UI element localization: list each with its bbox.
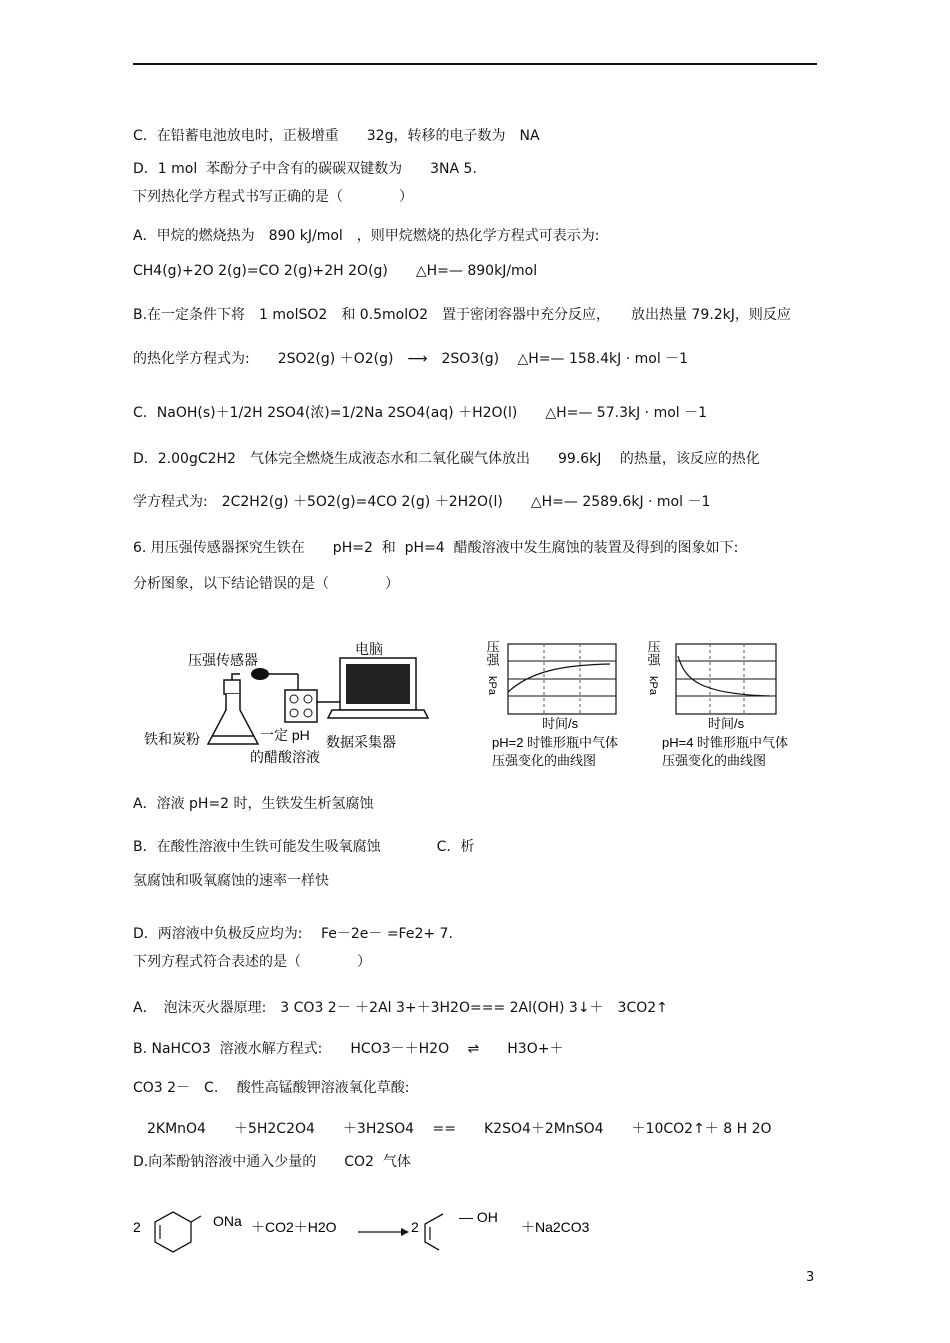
equation-line: 学方程式为: 2C2H2(g) ＋5O2(g)=4CO 2(g) ＋2H2O(l) △H=— 2589.6kJ · mol －1	[133, 494, 711, 510]
question-5-stem: 下列热化学方程式书写正确的是（ ）	[133, 189, 413, 205]
laptop-display	[346, 664, 410, 704]
chart2-caption: pH=4 时锥形瓶中气体	[662, 735, 789, 750]
flask-stopper	[224, 680, 240, 694]
equation-line: CH4(g)+2O 2(g)=CO 2(g)+2H 2O(g) △H=— 890kJ/mol	[133, 263, 538, 279]
iron-label: 铁和炭粉	[144, 731, 200, 747]
page-number: 3	[806, 1270, 815, 1285]
question-7-stem: 下列方程式符合表述的是（ ）	[133, 954, 371, 970]
coefficient: 2	[133, 1219, 141, 1235]
arrow-head-icon	[401, 1228, 409, 1236]
text-line: D．2.00gC2H2 气体完全燃烧生成液态水和二氧化碳气体放出 99.6kJ 的热量，该反应的热化	[133, 451, 760, 467]
sensor-label: 压强传感器	[188, 652, 258, 668]
header-rule	[133, 63, 817, 65]
equation-line: A． 泡沫灭火器原理: 3 CO3 2－ ＋2Al 3+＋3H2O=== 2Al(OH) 3↓＋ 3CO2↑	[133, 1000, 668, 1016]
products: ＋Na2CO3	[521, 1219, 590, 1235]
coefficient: 2	[411, 1219, 419, 1235]
option-b: B．在酸性溶液中生铁可能发生吸氧腐蚀 C．析	[133, 839, 475, 855]
text-line: D.向苯酚钠溶液中通入少量的 CO2 气体	[133, 1154, 411, 1170]
data-collector	[285, 690, 317, 722]
chart1-xlabel: 时间/s	[542, 716, 579, 731]
bond-line	[191, 1216, 201, 1222]
benzene-ring-icon	[425, 1214, 443, 1250]
chart1-caption-2: 压强变化的曲线图	[492, 753, 597, 768]
chart2-yunit: kPa	[647, 676, 659, 695]
text-line: A．甲烷的燃烧热为 890 kJ/mol ，则甲烷燃烧的热化学方程式可表示为:	[133, 228, 600, 244]
equation-line: CO3 2－ C. 酸性高锰酸钾溶液氧化草酸:	[133, 1080, 410, 1096]
chart1-yunit: kPa	[486, 676, 498, 695]
solution-label-2: 的醋酸溶液	[250, 749, 320, 765]
equation-line: B. NaHCO3 溶液水解方程式: HCO3－＋H2O ⇌ H3O+＋	[133, 1041, 564, 1057]
reactants: ＋CO2＋H2O	[251, 1219, 337, 1235]
question-6-stem: 6. 用压强传感器探究生铁在 pH=2 和 pH=4 醋酸溶液中发生腐蚀的装置及得到的图象如下:	[133, 540, 739, 556]
text-line: D．1 mol 苯酚分子中含有的碳碳双键数为 3NA 5.	[133, 161, 477, 177]
option-a: A．溶液 pH=2 时，生铁发生析氢腐蚀	[133, 796, 374, 812]
collector-label: 数据采集器	[326, 734, 396, 750]
chart1-caption: pH=2 时锥形瓶中气体	[492, 735, 619, 750]
text-line: 氢腐蚀和吸氧腐蚀的速率一样快	[133, 873, 329, 889]
option-d: D．两溶液中负极反应均为: Fe－2e－ =Fe2+ 7.	[133, 926, 453, 942]
equation-line: C．NaOH(s)＋1/2H 2SO4(浓)=1/2Na 2SO4(aq) ＋H2O(l) △H=— 57.3kJ · mol －1	[133, 405, 708, 421]
experiment-figure	[140, 632, 820, 782]
text-line: C．在铅蓄电池放电时，正极增重 32g，转移的电子数为 NA	[133, 128, 540, 144]
chart2-caption-2: 压强变化的曲线图	[662, 753, 767, 768]
equation-line: 的热化学方程式为: 2SO2(g) ＋O2(g) ⟶ 2SO3(g) △H=— 158.4kJ · mol －1	[133, 351, 689, 367]
phenol-reaction	[133, 1200, 753, 1260]
chart1-ylabel: 压强	[484, 640, 500, 666]
computer-label: 电脑	[355, 641, 383, 657]
equation-line: 2KMnO4 ＋5H2C2O4 ＋3H2SO4 == K2SO4＋2MnSO4 ＋10CO2↑＋ 8 H 2O	[133, 1121, 772, 1137]
oh-group: — OH	[459, 1209, 498, 1225]
laptop-base	[328, 710, 428, 718]
ona-group: ONa	[213, 1213, 242, 1229]
text-line: 分析图象，以下结论错误的是（ ）	[133, 576, 399, 592]
pressure-sensor	[251, 668, 269, 680]
solution-label: 一定 pH	[260, 727, 310, 743]
sensor-tube	[232, 674, 240, 680]
text-line: B.在一定条件下将 1 molSO2 和 0.5molO2 置于密闭容器中充分反应， 放出热量 79.2kJ，则反应	[133, 307, 791, 323]
chart2-ylabel: 压强	[645, 640, 661, 666]
chart2-xlabel: 时间/s	[708, 716, 745, 731]
